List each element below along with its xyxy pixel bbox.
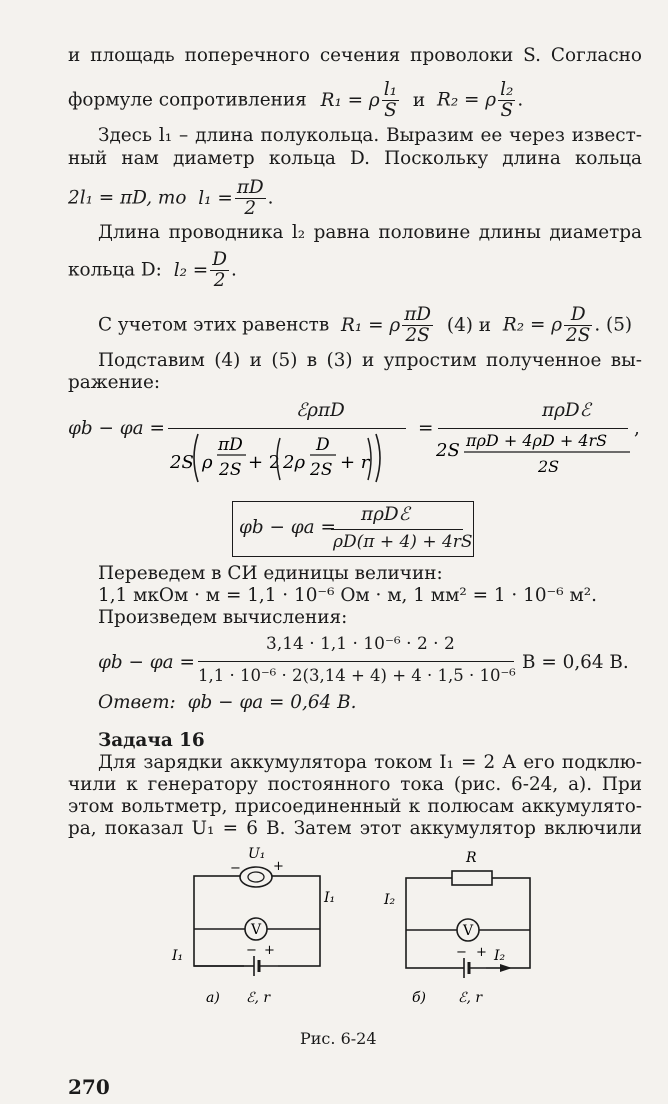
figure-caption: Рис. 6-24 xyxy=(300,1029,377,1048)
denominator-part: 2S xyxy=(310,460,333,480)
formula-l1: l₁ = xyxy=(198,187,233,209)
voltmeter-b-label: V xyxy=(463,923,474,939)
text-line: этом вольтметр, присоединенный к полюсам аккумулято- xyxy=(68,796,642,817)
text: . xyxy=(517,89,524,111)
formula-l2: l₂ = xyxy=(173,259,209,281)
denominator-expression xyxy=(168,424,408,490)
numerator: D xyxy=(564,305,592,326)
fraction-bar xyxy=(438,428,628,429)
numerator: ℰρπD xyxy=(296,400,345,421)
formula-r1: R₁ = ρ xyxy=(320,89,380,111)
text-line-formula xyxy=(68,80,642,121)
text: и xyxy=(412,89,426,111)
formula-main xyxy=(68,396,642,496)
text: кольца D: xyxy=(68,259,162,281)
gen-plus: + xyxy=(273,859,284,874)
text: 2l₁ = πD, то xyxy=(68,187,187,209)
text-line: и площадь поперечного сечения проволоки S. Согласно xyxy=(68,45,642,66)
text-line: 1,1 мкОм · м = 1,1 · 10⁻⁶ Ом · м, 1 мм² = 1 · 10⁻⁶ м². xyxy=(98,585,597,606)
arrow-icon xyxy=(500,964,512,972)
paren-close xyxy=(376,434,380,482)
denominator: S xyxy=(384,100,397,121)
text-line: ра, показал U₁ = 6 В. Затем этот аккумулятор включили xyxy=(68,818,642,839)
text-line: Подставим (4) и (5) в (3) и упростим полученное вы- xyxy=(98,350,642,371)
denominator-part: πρD + 4ρD + 4rS xyxy=(466,431,608,450)
text: формуле сопротивления xyxy=(68,89,307,111)
text-line: Здесь l₁ – длина полукольца. Выразим ее через извест- xyxy=(98,125,642,146)
fraction xyxy=(235,178,266,219)
fraction-bar xyxy=(198,661,514,662)
comma: , xyxy=(634,418,640,439)
text-line: Длина проводника l₂ равна половине длины диаметра xyxy=(98,222,642,243)
numerator: πD xyxy=(404,304,432,325)
denominator-part: πD xyxy=(218,435,243,455)
formula-lhs: φb − φa = xyxy=(98,652,195,673)
equals: = xyxy=(418,418,434,439)
circuit-figure xyxy=(160,840,540,1025)
formula-lhs: φb − φa = xyxy=(239,517,336,538)
resistor-icon xyxy=(452,871,492,885)
denominator-part: 2S xyxy=(436,440,460,461)
text-line-formula xyxy=(68,178,642,219)
fraction-bar xyxy=(331,529,463,530)
fig-a-source: ℰ, r xyxy=(246,990,271,1006)
page-number: 270 xyxy=(68,1075,110,1099)
denominator: ρD(π + 4) + 4rS xyxy=(333,532,473,552)
denominator-part: 2S xyxy=(219,460,242,480)
gen-label: U₁ xyxy=(248,846,266,862)
paren-open xyxy=(194,434,198,482)
denominator: 1,1 · 10⁻⁶ · 2(3,14 + 4) + 4 · 1,5 · 10⁻⁶ xyxy=(198,666,516,685)
denominator: 2 xyxy=(244,198,257,219)
numerator: l₂ xyxy=(500,79,514,100)
formula-calc xyxy=(98,632,642,694)
current-a-left: I₁ xyxy=(172,948,184,964)
voltmeter-a-label: V xyxy=(251,922,262,938)
text: . (5) xyxy=(594,314,633,336)
bat-a-plus: + xyxy=(264,943,275,958)
denominator-part: ρ xyxy=(202,452,213,473)
resistor-label: R xyxy=(466,850,477,866)
fraction xyxy=(402,305,433,346)
current-a-right: I₁ xyxy=(324,890,336,906)
text: . xyxy=(267,187,274,209)
text-line: ражение: xyxy=(68,372,161,393)
text: . xyxy=(230,259,237,281)
denominator: 2S xyxy=(405,325,430,346)
answer-line xyxy=(98,692,642,714)
answer-label: Ответ: xyxy=(98,692,176,713)
formula-lhs: φb − φa = xyxy=(68,418,165,439)
text-line: Переведем в СИ единицы величин: xyxy=(98,563,443,584)
numerator: πρDℰ xyxy=(542,400,591,421)
generator-icon xyxy=(240,867,272,887)
formula-r2: R₂ = ρ xyxy=(436,89,497,111)
denominator-expression xyxy=(436,430,632,488)
bat-b-plus: + xyxy=(476,945,487,960)
denominator-part: + r xyxy=(340,452,370,473)
fraction xyxy=(210,250,229,291)
numerator: πD xyxy=(236,177,264,198)
denominator: 2 xyxy=(213,270,226,291)
fraction xyxy=(382,80,399,121)
current-b-left: I₂ xyxy=(384,892,396,908)
denominator-part: 2S xyxy=(538,457,560,476)
task-title: Задача 16 xyxy=(98,730,205,751)
bat-a-minus: − xyxy=(246,943,257,958)
text: (4) и xyxy=(446,314,492,336)
denominator-part: 2ρ xyxy=(283,452,306,473)
denominator: 2S xyxy=(566,325,591,346)
bat-b-minus: − xyxy=(456,945,467,960)
formula-r2: R₂ = ρ xyxy=(502,314,563,336)
fig-b-label: б) xyxy=(412,990,427,1006)
numerator: l₁ xyxy=(383,79,397,100)
denominator-part: + 2 xyxy=(248,452,281,473)
gen-minus: − xyxy=(230,861,241,876)
text: С учетом этих равенств xyxy=(98,314,330,336)
answer-value: φb − φa = 0,64 В. xyxy=(187,692,357,713)
numerator: πρDℰ xyxy=(361,504,410,525)
formula-r1: R₁ = ρ xyxy=(341,314,401,336)
fig-b-source: ℰ, r xyxy=(458,990,483,1006)
fig-a-label: a) xyxy=(206,990,220,1006)
text-line: чили к генератору постоянного тока (рис. 6-24, a). При xyxy=(68,774,642,795)
result: В = 0,64 В. xyxy=(522,652,629,673)
text-line-formula xyxy=(68,250,642,291)
denominator: S xyxy=(500,100,514,121)
numerator: 3,14 · 1,1 · 10⁻⁶ · 2 · 2 xyxy=(266,634,455,654)
numerator: D xyxy=(212,249,227,270)
text-line: Произведем вычисления: xyxy=(98,607,348,628)
denominator-part: 2S xyxy=(170,452,194,473)
text-line: ный нам диаметр кольца D. Поскольку длина кольца xyxy=(68,148,642,169)
current-b-bottom: I₂ xyxy=(494,948,506,964)
boxed-formula xyxy=(232,501,474,557)
text-line-formula xyxy=(98,305,642,346)
text-line: Для зарядки аккумулятора током I₁ = 2 А его подклю- xyxy=(98,752,642,773)
fraction xyxy=(564,305,592,346)
fraction xyxy=(498,80,515,121)
denominator-part: D xyxy=(316,435,330,455)
